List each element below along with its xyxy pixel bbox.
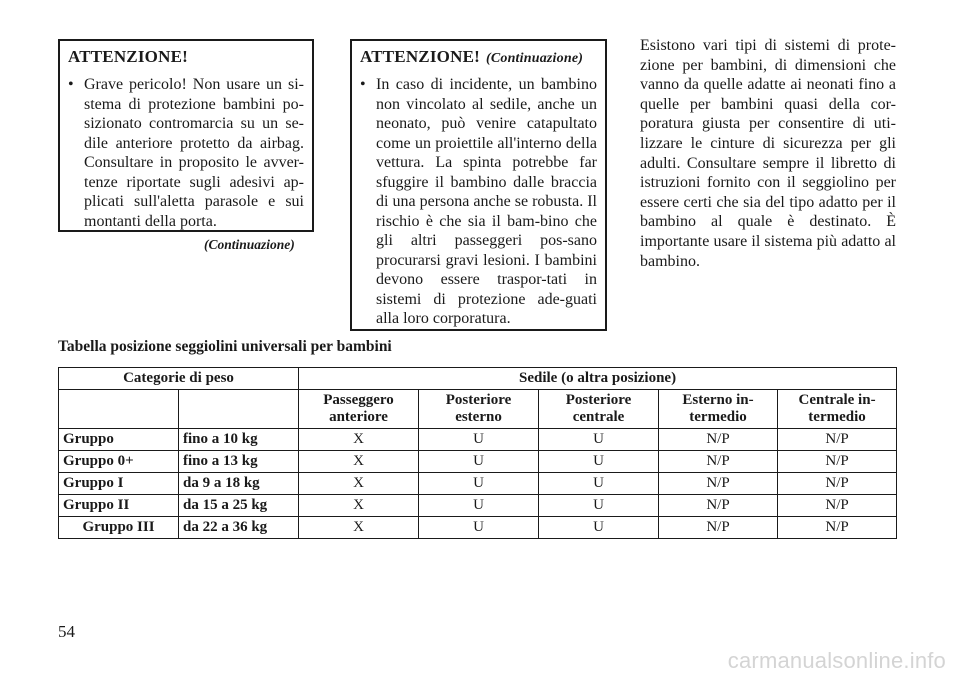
warning-item xyxy=(68,75,304,231)
warning-title-continuation: (Continuazione) xyxy=(485,51,584,66)
weight-cell: fino a 10 kg xyxy=(179,429,299,451)
warning-text: Grave pericolo! Non usare un si-stema di protezione bambini po-sizionato contromarcia su un se-dile anteriore protetto da airbag. Consultare in proposito le avver-tenze riportate sugli adesivi ap-plicati sull'aletta parasole e sui montanti della porta. xyxy=(84,76,304,230)
group-cell: Gruppo II xyxy=(59,495,179,517)
weight-cell: da 9 a 18 kg xyxy=(179,473,299,495)
warning-title xyxy=(360,47,597,67)
value-cell: N/P xyxy=(778,429,897,451)
table-title: Tabella posizione seggiolini universali per bambini xyxy=(58,338,392,355)
table-row xyxy=(59,429,897,451)
header-seat: Sedile (o altra posizione) xyxy=(299,368,897,390)
page-number: 54 xyxy=(58,622,75,641)
warning-item xyxy=(360,75,597,329)
value-cell: X xyxy=(299,495,419,517)
value-cell: X xyxy=(299,429,419,451)
table-header-row xyxy=(59,368,897,390)
warning-title: ATTENZIONE! xyxy=(68,47,188,66)
table-subheader-row xyxy=(59,390,897,429)
empty-cell xyxy=(179,390,299,429)
value-cell: N/P xyxy=(778,517,897,539)
subheader-cell: Passeggero anteriore xyxy=(299,390,419,429)
subheader-cell: Centrale in-termedio xyxy=(778,390,897,429)
value-cell: U xyxy=(539,473,659,495)
value-cell: N/P xyxy=(778,495,897,517)
value-cell: U xyxy=(419,517,539,539)
group-cell: Gruppo III xyxy=(59,517,179,539)
subheader-cell: Posteriore esterno xyxy=(419,390,539,429)
value-cell: X xyxy=(299,517,419,539)
value-cell: U xyxy=(419,495,539,517)
group-cell: Gruppo xyxy=(59,429,179,451)
group-cell: Gruppo I xyxy=(59,473,179,495)
child-seat-table xyxy=(58,367,897,539)
group-cell: Gruppo 0+ xyxy=(59,451,179,473)
warning-box-left xyxy=(58,39,314,232)
value-cell: U xyxy=(419,429,539,451)
table-row xyxy=(59,517,897,539)
bullet-icon: • xyxy=(68,76,74,93)
bullet-icon: • xyxy=(360,76,366,93)
weight-cell: da 15 a 25 kg xyxy=(179,495,299,517)
value-cell: N/P xyxy=(778,451,897,473)
warning-box-middle xyxy=(350,39,607,331)
weight-cell: fino a 13 kg xyxy=(179,451,299,473)
value-cell: U xyxy=(539,451,659,473)
subheader-cell: Posteriore centrale xyxy=(539,390,659,429)
value-cell: X xyxy=(299,473,419,495)
table-row xyxy=(59,495,897,517)
value-cell: U xyxy=(419,473,539,495)
value-cell: N/P xyxy=(778,473,897,495)
value-cell: U xyxy=(539,517,659,539)
value-cell: U xyxy=(539,429,659,451)
table-row xyxy=(59,451,897,473)
value-cell: N/P xyxy=(659,473,778,495)
empty-cell xyxy=(59,390,179,429)
value-cell: X xyxy=(299,451,419,473)
value-cell: N/P xyxy=(659,429,778,451)
value-cell: N/P xyxy=(659,517,778,539)
warning-text: In caso di incidente, un bambino non vincolato al sedile, anche un neonato, può venire catapultato come un proiettile all'interno della vettura. La spinta potrebbe far sfuggire il bambino dalle braccia di una persona anche se robusta. Il rischio è che sia il bam-bino che gli altri passeggeri pos-sano procurarsi gravi lesioni. I bambini devono essere traspor-tati in sistemi di protezione ade-guati alla loro corporatura. xyxy=(376,76,597,327)
value-cell: U xyxy=(419,451,539,473)
watermark: carmanualsonline.info xyxy=(727,648,946,673)
continuation-note: (Continuazione) xyxy=(204,237,295,252)
table-row xyxy=(59,473,897,495)
header-weight-category: Categorie di peso xyxy=(59,368,299,390)
subheader-cell: Esterno in-termedio xyxy=(659,390,778,429)
body-paragraph: Esistono vari tipi di sistemi di prote-zione per bambini, di dimensioni che vanno da quelle adatte ai neonati fino a quelle per bambini quasi della cor-poratura giusta per consentire di uti-lizzare le cinture di sicurezza per gli adulti. Consultare sempre il libretto di istruzioni fornito con il seggiolino per essere certi che sia del tipo adatto per il bambino al quale è destinato. È importante usare il sistema più adatto al bambino. xyxy=(640,37,896,270)
value-cell: N/P xyxy=(659,495,778,517)
value-cell: N/P xyxy=(659,451,778,473)
value-cell: U xyxy=(539,495,659,517)
weight-cell: da 22 a 36 kg xyxy=(179,517,299,539)
warning-title-text: ATTENZIONE! xyxy=(360,47,480,66)
